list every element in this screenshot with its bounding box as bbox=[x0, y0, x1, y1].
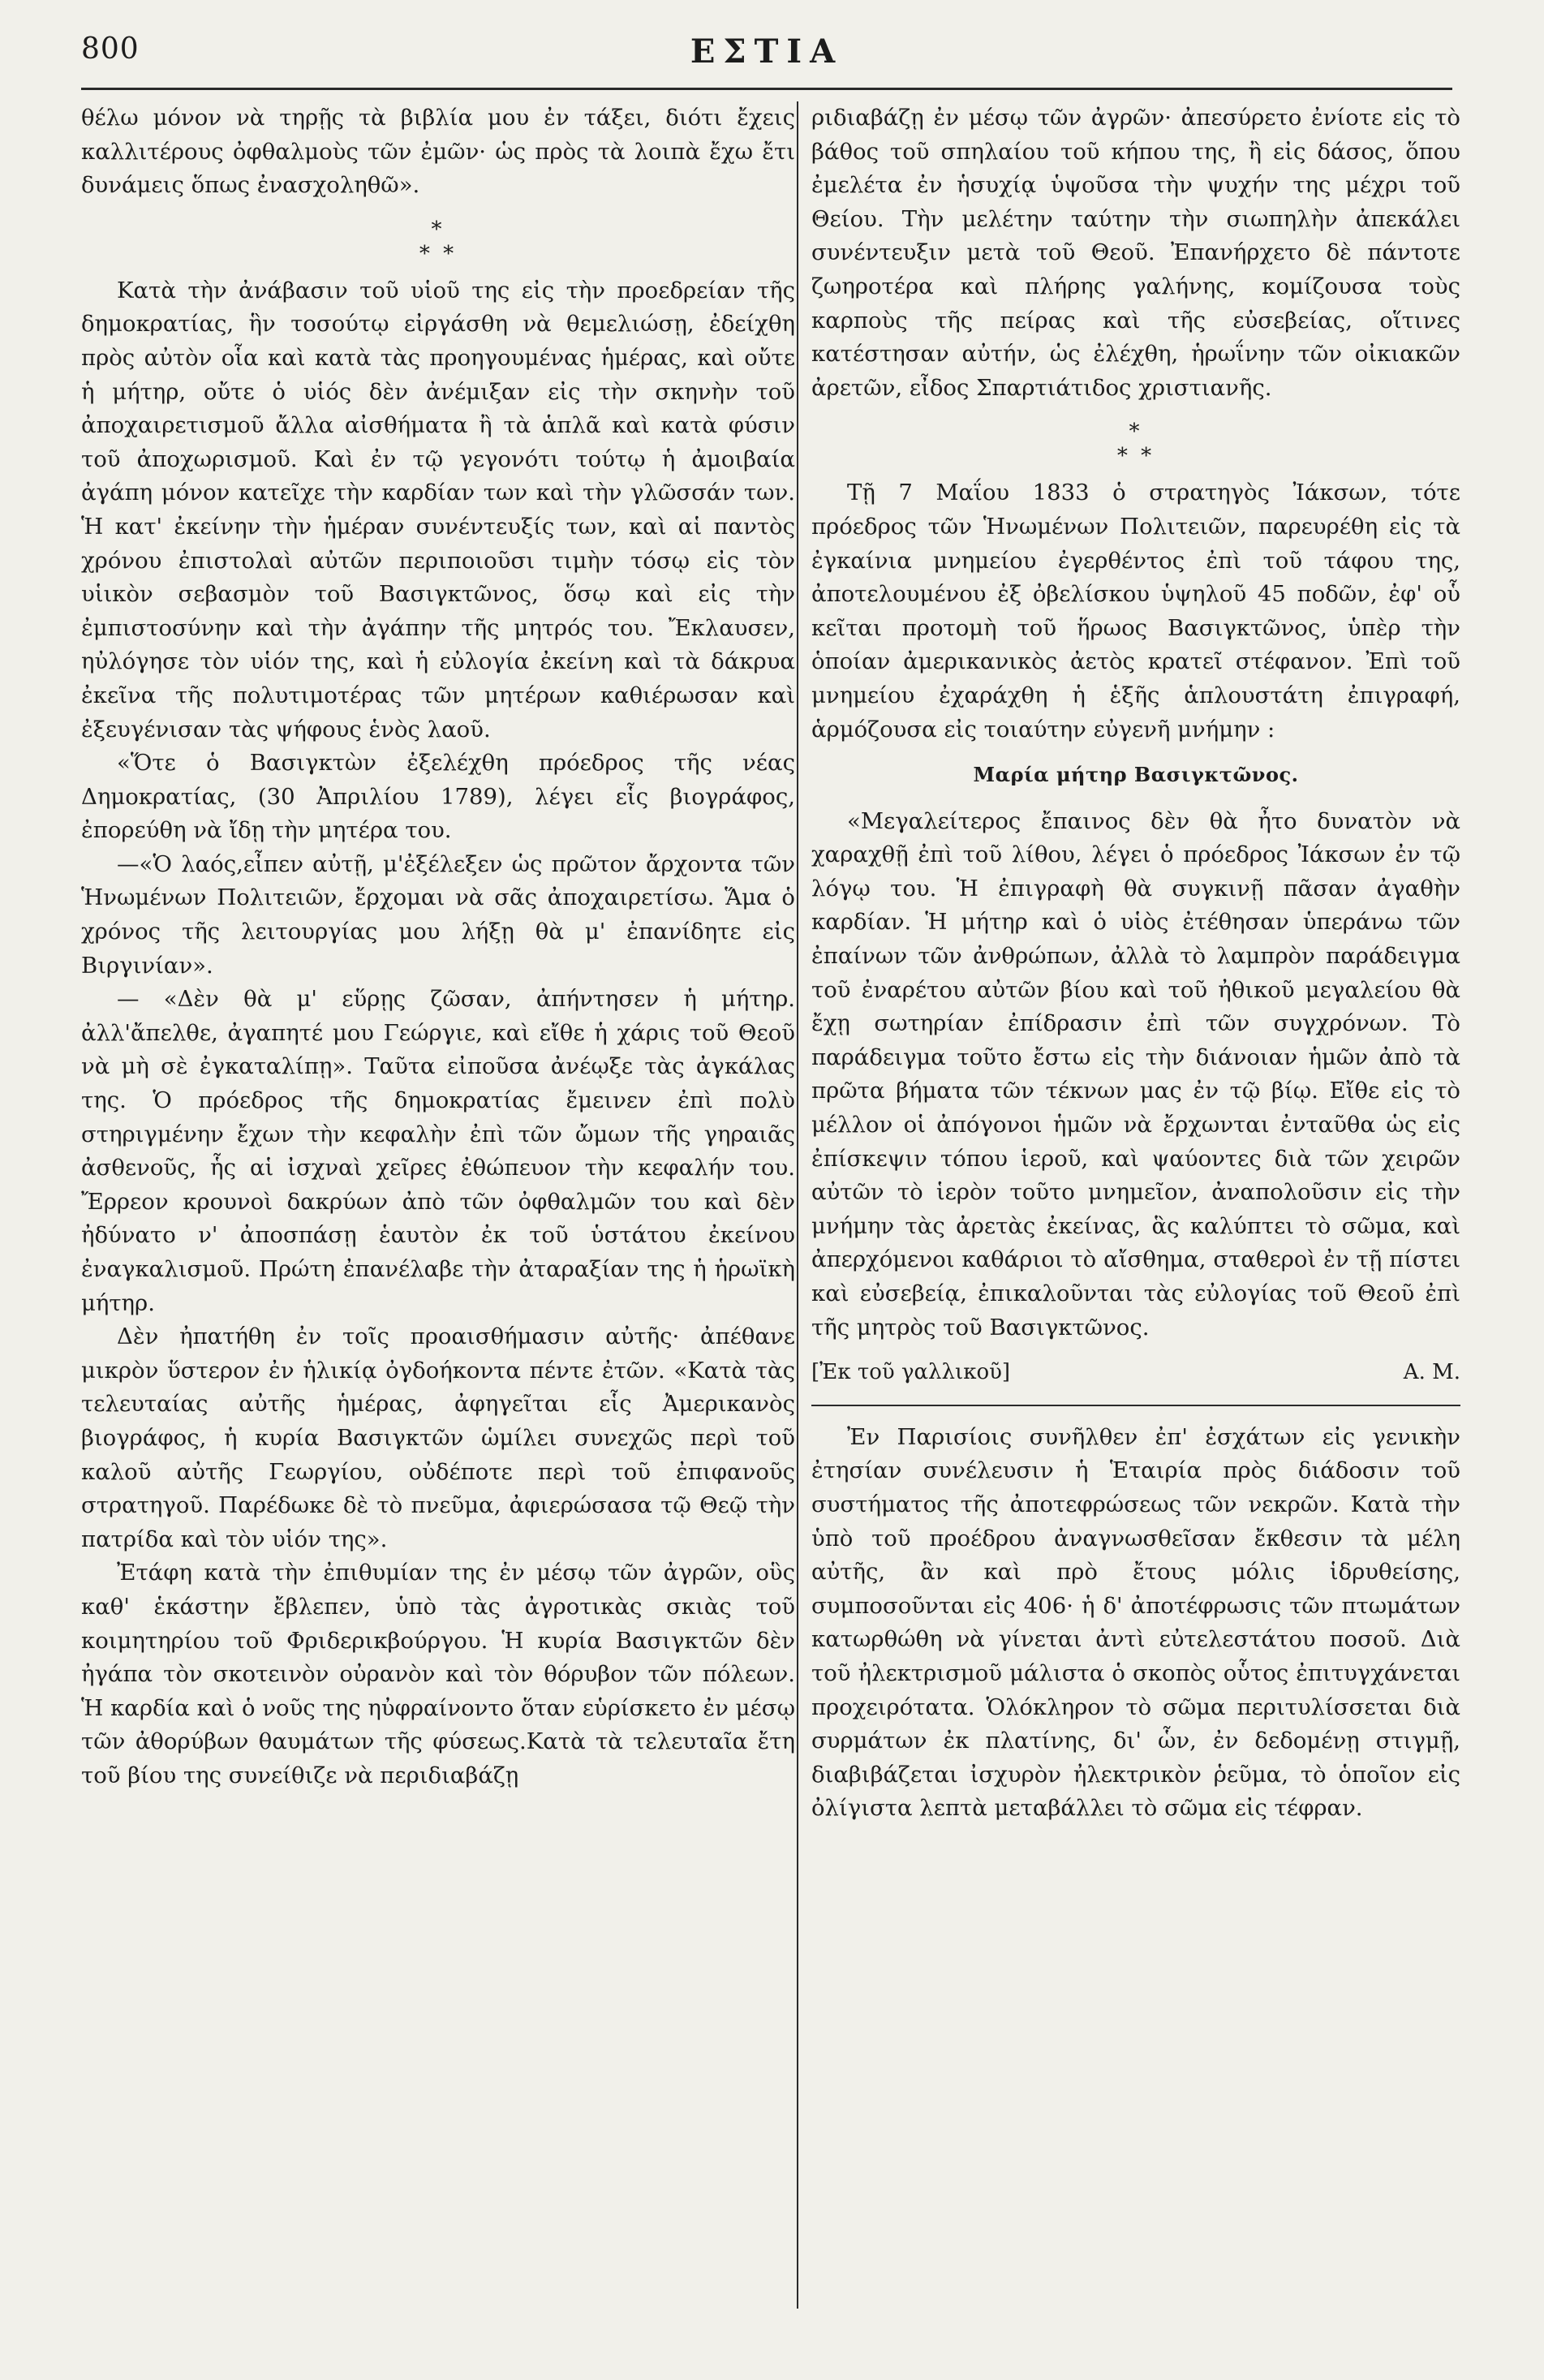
inscription: Μαρία μήτηρ Βασιγκτῶνος. bbox=[973, 763, 1299, 787]
running-title: ΕΣΤΙΑ bbox=[690, 32, 844, 71]
asterism-divider: * * * bbox=[419, 217, 458, 266]
paragraph: θέλω μόνον νὰ τηρῇς τὰ βιβλία μου ἐν τάξει, διότι ἔχεις καλλιτέρους ὀφθαλμοὺς τῶν ἐμῶν· ὡς πρὸς τὰ λοιπὰ ἔχω ἔτι δυνάμεις ὅπως ἐνασχοληθῶ». bbox=[81, 105, 795, 199]
page-number: 800 bbox=[81, 32, 140, 66]
section-rule bbox=[811, 1405, 1460, 1406]
right-column bbox=[811, 101, 1460, 2349]
paragraph: Κατὰ τὴν ἀνάβασιν τοῦ υἱοῦ της εἰς τὴν προεδρείαν τῆς δημοκρατίας, ἣν τοσούτῳ εἰργάσθη νὰ θεμελιώσῃ, ἐδείχθη πρὸς αὐτὸν οἷα καὶ κατὰ τὰς προηγουμένας ἡμέρας, καὶ οὔτε ἡ μήτηρ, οὔτε ὁ υἱός δὲν ἀνέμιξαν εἰς τὴν σκηνὴν τοῦ ἀποχαιρετισμοῦ ἄλλα αἰσθήματα ἢ τὰ ἁπλᾶ καὶ κατὰ φύσιν τοῦ ἀποχωρισμοῦ. Καὶ ἐν τῷ γεγονότι τούτῳ ἡ ἀμοιβαία ἀγάπη μόνον κατεῖχε τὴν καρδίαν των καὶ τὴν γλῶσσάν των. Ἡ κατ' ἐκείνην τὴν ἡμέραν συνέντευξίς των, καὶ αἱ παντὸς χρόνου ἐπιστολαὶ αὐτῶν περιποιοῦσι τιμὴν τόσῳ εἰς τὸν υἱικὸν σεβασμὸν τοῦ Βασιγκτῶνος, ὅσῳ καὶ εἰς τὴν ἐμπιστοσύνην καὶ τὴν ἀγάπην τῆς μητρός του. Ἔκλαυσεν, ηὐλόγησε τὸν υἱόν της, καὶ ἡ εὐλογία ἐκείνη καὶ τὰ δάκρυα ἐκεῖνα τῆς πολυτιμοτέρας τῶν μητέρων καθιέρωσαν καὶ ἐξευγένισαν τὰς ψήφους ἑνὸς λαοῦ. bbox=[81, 277, 795, 742]
author-initials: Α. Μ. bbox=[1403, 1360, 1460, 1385]
paragraph: «Μεγαλείτερος ἔπαινος δὲν θὰ ἦτο δυνατὸν νὰ χαραχθῇ ἐπὶ τοῦ λίθου, λέγει ὁ πρόεδρος Ἰάκσων ἐν τῷ λόγῳ του. Ἡ ἐπιγραφὴ θὰ συγκινῇ πᾶσαν ἀγαθὴν καρδίαν. Ἡ μήτηρ καὶ ὁ υἱὸς ἐτέθησαν ὑπεράνω τῶν ἐπαίνων τῶν ἀνθρώπων, ἀλλὰ τὸ λαμπρὸν παράδειγμα τοῦ ἐναρέτου αὐτῶν βίου καὶ τοῦ ἠθικοῦ μεγαλείου θὰ ἔχῃ σωτηρίαν ἐπίδρασιν ἐπὶ τῶν συγχρόνων. Τὸ παράδειγμα τοῦτο ἔστω εἰς τὴν διάνοιαν ἡμῶν ἀπὸ τὰ πρῶτα βήματα τῶν τέκνων μας ἐν τῷ βίῳ. Εἴθε εἰς τὸ μέλλον οἱ ἀπόγονοι ἡμῶν νὰ ἔρχωνται ἐνταῦθα ὡς εἰς ἐπίσκεψιν τόπου ἱεροῦ, καὶ ψαύοντες διὰ τῶν χειρῶν αὐτῶν τὸ ἱερὸν τοῦτο μνημεῖον, ἀναπολοῦσιν εἰς τὴν μνήμην τὰς ἀρετὰς ἐκείνας, ἃς καλύπτει τὸ σῶμα, καὶ ἀπερχόμενοι καθάριοι τὸ αἴσθημα, σταθεροὶ ἐν τῇ πίστει καὶ εὐσεβείᾳ, ἐπικαλοῦνται τὰς εὐλογίας τοῦ Θεοῦ ἐπὶ τῆς μητρὸς τοῦ Βασιγκτῶνος. bbox=[811, 807, 1460, 1341]
source-note: [Ἐκ τοῦ γαλλικοῦ] bbox=[811, 1360, 1011, 1385]
paragraph: Τῇ 7 Μαΐου 1833 ὁ στρατηγὸς Ἰάκσων, τότε πρόεδρος τῶν Ἡνωμένων Πολιτειῶν, παρευρέθη εἰς τὰ ἐγκαίνια μνημείου ἐγερθέντος ἐπὶ τοῦ τάφου της, ἀποτελουμένου ἐξ ὀβελίσκου ὑψηλοῦ 45 ποδῶν, ἐφ' οὗ κεῖται προτομὴ τοῦ ἥρωος Βασιγκτῶνος, ὑπὲρ τὴν ὁποίαν ἀμερικανικὸς ἀετὸς κρατεῖ στέφανον. Ἐπὶ τοῦ μνημείου ἐχαράχθη ἡ ἑξῆς ἁπλουστάτη ἐπιγραφή, ἁρμόζουσα εἰς τοιαύτην εὐγενῆ μνήμην : bbox=[811, 480, 1460, 742]
paragraph: Ἐτάφη κατὰ τὴν ἐπιθυμίαν της ἐν μέσῳ τῶν ἀγρῶν, οὓς καθ' ἑκάστην ἔβλεπεν, ὑπὸ τὰς ἀγροτικὰς σκιὰς τοῦ κοιμητηρίου τοῦ Φριδερικβούργου. Ἡ κυρία Βασιγκτῶν δὲν ἠγάπα τὸν σκοτεινὸν οὐρανὸν καὶ τὸν θόρυβον τῶν πόλεων. Ἡ καρδία καὶ ὁ νοῦς της ηὐφραίνοντο ὅταν εὑρίσκετο ἐν μέσῳ τῶν ἀθορύβων θαυμάτων τῆς φύσεως.Κατὰ τὰ τελευταῖα ἔτη τοῦ βίου της συνείθιζε νὰ περιδιαβάζῃ bbox=[81, 1560, 795, 1788]
column-divider bbox=[797, 101, 798, 2309]
header-rule bbox=[81, 88, 1452, 90]
paragraph: Δὲν ἠπατήθη ἐν τοῖς προαισθήμασιν αὐτῆς· ἀπέθανε μικρὸν ὕστερον ἐν ἡλικίᾳ ὀγδοήκοντα πέντε ἐτῶν. «Κατὰ τὰς τελευταίας αὐτῆς ἡμέρας, ἀφηγεῖται εἷς Ἀμερικανὸς βιογράφος, ἡ κυρία Βασιγκτῶν ὡμίλει συνεχῶς περὶ τοῦ καλοῦ αὐτῆς Γεωργίου, οὐδέποτε περὶ τοῦ ἐπιφανοῦς στρατηγοῦ. Παρέδωκε δὲ τὸ πνεῦμα, ἀφιερώσασα τῷ Θεῷ τὴν πατρίδα καὶ τὸν υἱόν της». bbox=[81, 1323, 795, 1552]
source-line bbox=[811, 1356, 1460, 1390]
paragraph: Ἐν Παρισίοις συνῆλθεν ἐπ' ἐσχάτων εἰς γενικὴν ἐτησίαν συνέλευσιν ἡ Ἑταιρία πρὸς διάδοσιν τοῦ συστήματος τῆς ἀποτεφρώσεως τῶν νεκρῶν. Κατὰ τὴν ὑπὸ τοῦ προέδρου ἀναγνωσθεῖσαν ἔκθεσιν τὰ μέλη αὐτῆς, ἂν καὶ πρὸ ἔτους μόλις ἱδρυθείσης, συμποσοῦνται εἰς 406· ἡ δ' ἀποτέφρωσις τῶν πτωμάτων κατωρθώθη νὰ γίνεται ἀντὶ εὐτελεστάτου ποσοῦ. Διὰ τοῦ ἠλεκτρισμοῦ μάλιστα ὁ σκοπὸς οὗτος ἐπιτυγχάνεται προχειρότατα. Ὁλόκληρον τὸ σῶμα περιτυλίσσεται διὰ συρμάτων ἐκ πλατίνης, δι' ὧν, ἐν δεδομένῃ στιγμῇ, διαβιβάζεται ἰσχυρὸν ἠλεκτρικὸν ῥεῦμα, τὸ ὁποῖον εἰς ὀλίγιστα λεπτὰ μεταβάλλει τὸ σῶμα εἰς τέφραν. bbox=[811, 1423, 1460, 1822]
paragraph: ριδιαβάζῃ ἐν μέσῳ τῶν ἀγρῶν· ἀπεσύρετο ἐνίοτε εἰς τὸ βάθος τοῦ σπηλαίου τοῦ κήπου της, ἢ εἰς δάσος, ὅπου ἐμελέτα ἐν ἡσυχίᾳ ὑψοῦσα τὴν ψυχήν της μέχρι τοῦ Θείου. Τὴν μελέτην ταύτην τὴν σιωπηλὴν ἀπεκάλει συνέντευξιν μετὰ τοῦ Θεοῦ. Ἐπανήρχετο δὲ πάντοτε ζωηροτέρα καὶ πλήρης γαλήνης, κομίζουσα τοὺς καρποὺς τῆς πείρας καὶ τῆς εὐσεβείας, οἵτινες κατέστησαν αὐτήν, ὡς ἐλέχθη, ἡρωΐνην τῶν οἰκιακῶν ἀρετῶν, εἶδος Σπαρτιάτιδος χριστιανῆς. bbox=[811, 105, 1460, 401]
paragraph: «Ὅτε ὁ Βασιγκτὼν ἐξελέχθη πρόεδρος τῆς νέας Δημοκρατίας, (30 Ἀπριλίου 1789), λέγει εἷς βιογράφος, ἐπορεύθη νὰ ἴδῃ τὴν μητέρα του. bbox=[81, 750, 795, 844]
page-header bbox=[81, 32, 1452, 81]
paragraph: — «Δὲν θὰ μ' εὕρῃς ζῶσαν, ἀπήντησεν ἡ μήτηρ. ἀλλ'ἄπελθε, ἀγαπητέ μου Γεώργιε, καὶ εἴθε ἡ χάρις τοῦ Θεοῦ νὰ μὴ σὲ ἐγκαταλίπῃ». Ταῦτα εἰποῦσα ἀνέῳξε τὰς ἀγκάλας της. Ὁ πρόεδρος τῆς δημοκρατίας ἔμεινεν ἐπὶ πολὺ στηριγμένην ἔχων τὴν κεφαλὴν ἐπὶ τῶν ὤμων τῆς γηραιᾶς ἀσθενοῦς, ἧς αἱ ἰσχναὶ χεῖρες ἐθώπευον τὴν κεφαλήν του. Ἔρρεον κρουνοὶ δακρύων ἀπὸ τῶν ὀφθαλμῶν του καὶ δὲν ἠδύνατο ν' ἀποσπάσῃ ἑαυτὸν ἐκ τοῦ ὑστάτου ἐκείνου ἐναγκαλισμοῦ. Πρώτη ἐπανέλαβε τὴν ἀταραξίαν της ἡ ἡρωϊκὴ μήτηρ. bbox=[81, 986, 795, 1316]
left-column bbox=[81, 101, 795, 2349]
paragraph: —«Ὁ λαός,εἶπεν αὐτῇ, μ'ἐξέλεξεν ὡς πρῶτον ἄρχοντα τῶν Ἡνωμένων Πολιτειῶν, ἔρχομαι νὰ σᾶς ἀποχαιρετίσω. Ἅμα ὁ χρόνος τῆς λειτουργίας μου λήξῃ θὰ μ' ἐπανίδητε εἰς Βιργινίαν». bbox=[81, 850, 795, 979]
asterism-divider: * * * bbox=[1116, 420, 1155, 469]
